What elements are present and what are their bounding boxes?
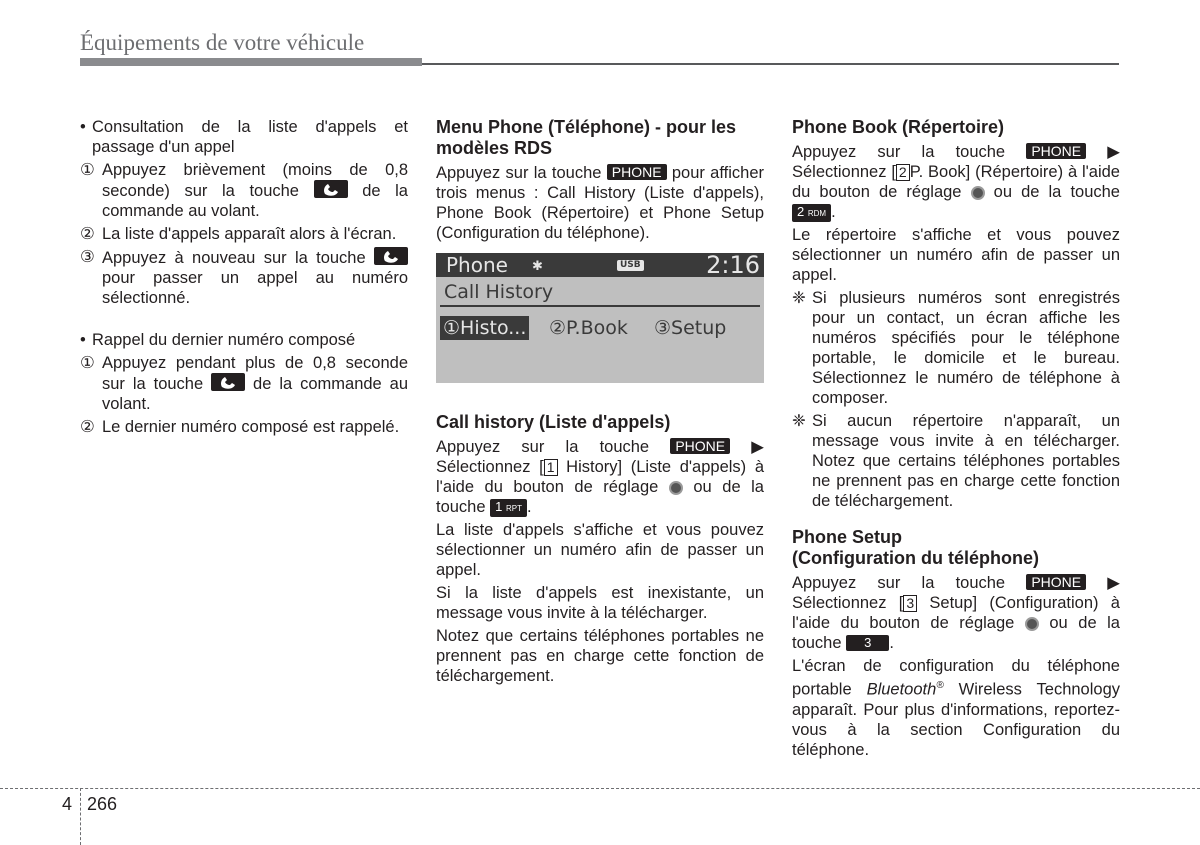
phone-key-label: PHONE bbox=[670, 438, 730, 454]
menu-number-box: 1 bbox=[544, 459, 558, 476]
bullet-redial: • Rappel du dernier numéro composé bbox=[80, 331, 356, 349]
phone-call-button-icon bbox=[374, 247, 408, 265]
tune-knob-icon bbox=[669, 481, 683, 495]
column-1 bbox=[80, 117, 408, 437]
phone-key-label: PHONE bbox=[607, 164, 667, 180]
column-3 bbox=[792, 117, 1120, 760]
preset-key-3: 3 bbox=[846, 635, 889, 651]
section-heading-phone-book: Phone Book (Répertoire) bbox=[792, 117, 1005, 137]
phone-screen-illustration bbox=[436, 253, 764, 383]
phone-call-button-icon bbox=[211, 373, 245, 391]
chapter-number: 4 bbox=[62, 794, 73, 814]
bullet-call-list: • Consultation de la liste d'appels et passage d'un appel bbox=[80, 118, 408, 156]
screen-menu-history: ①Histo... bbox=[440, 316, 529, 340]
step-1: ① Appuyez brièvement (moins de 0,8 seconde) sur la touche de la commande au volant. bbox=[80, 161, 408, 220]
screen-menu-pbook: ②P.Book bbox=[549, 317, 628, 339]
step-redial-2: ② Le dernier numéro composé est rappelé. bbox=[80, 418, 400, 436]
section-heading-call-history: Call history (Liste d'appels) bbox=[436, 412, 671, 432]
paragraph: La liste d'appels s'affiche et vous pouvez sélectionner un numéro afin de passer un appel. bbox=[436, 521, 764, 579]
phone-key-label: PHONE bbox=[1026, 143, 1086, 159]
footer-rule bbox=[0, 788, 1200, 789]
header-bar bbox=[80, 58, 422, 66]
screen-menu-setup: ③Setup bbox=[654, 317, 727, 339]
page-number: 266 bbox=[87, 794, 118, 814]
section-heading-phone-setup: Phone Setup (Configuration du téléphone) bbox=[792, 527, 1039, 568]
footer-divider bbox=[80, 788, 81, 845]
screen-subtitle: Call History bbox=[444, 281, 554, 303]
phone-call-button-icon bbox=[314, 180, 348, 198]
phone-key-label: PHONE bbox=[1026, 574, 1086, 590]
note-1: ❈ Si plusieurs numéros sont enregistrés pour un contact, un écran affiche les numéros spécifiés pour le téléphone portable, le domicile et le bureau. Sélectionnez le numéro de téléphone à composer. bbox=[792, 289, 1120, 407]
page-header-title: Équipements de votre véhicule bbox=[80, 30, 365, 55]
note-2: ❈ Si aucun répertoire n'apparaît, un message vous invite à en télécharger. Notez que certains téléphones portables ne prennent pas en charge cette fonction de téléchargement. bbox=[792, 412, 1120, 510]
paragraph: Si la liste d'appels est inexistante, un message vous invite à la télécharger. bbox=[436, 584, 764, 622]
step-3: ③ Appuyez à nouveau sur la touche pour passer un appel au numéro sélectionné. bbox=[80, 248, 408, 307]
step-redial-1: ① Appuyez pendant plus de 0,8 seconde sur la touche de la commande au volant. bbox=[80, 354, 409, 413]
preset-key-1: 1 RPT bbox=[490, 499, 527, 517]
paragraph: Appuyez sur la touche PHONE ▶ Sélectionnez [ 1 History] (Liste d'appels) à l'aide du bouton de réglage ou de la touche 1 RPT . bbox=[436, 438, 764, 516]
bluetooth-icon: ✱ bbox=[532, 259, 543, 274]
preset-key-2: 2 RDM bbox=[792, 204, 831, 222]
paragraph: Notez que certains téléphones portables ne prennent pas en charge cette fonction de téléchargement. bbox=[436, 627, 764, 685]
paragraph: Appuyez sur la touche PHONE ▶ Sélectionnez [ 2 P. Book] (Répertoire) à l'aide du bouton de réglage ou de la touche 2 RDM . bbox=[792, 143, 1120, 221]
paragraph: Le répertoire s'affiche et vous pouvez sélectionner un numéro afin de passer un appel. bbox=[792, 226, 1120, 284]
section-heading-phone-menu: Menu Phone (Téléphone) - pour les modèles RDS bbox=[436, 117, 737, 158]
paragraph: L'écran de configuration du téléphone portable Bluetooth® Wireless Technology apparaît. Pour plus d'informations, reportez-vous à la section Configuration du téléphone. bbox=[792, 657, 1120, 759]
menu-number-box: 2 bbox=[896, 164, 910, 181]
menu-number-box: 3 bbox=[903, 595, 917, 612]
step-2: ② La liste d'appels apparaît alors à l'écran. bbox=[80, 225, 397, 243]
header-rule bbox=[422, 63, 1119, 65]
tune-knob-icon bbox=[1025, 617, 1039, 631]
paragraph: Appuyez sur la touche PHONE ▶ Sélectionnez [ 3 Setup] (Configuration) à l'aide du bouton de réglage ou de la touche 3 . bbox=[792, 574, 1120, 652]
paragraph: Appuyez sur la touche PHONE pour afficher trois menus : Call History (Liste d'appels), Phone Book (Répertoire) et Phone Setup (Configuration du téléphone). bbox=[436, 164, 764, 242]
screen-title: Phone bbox=[446, 253, 508, 277]
screen-clock: 2:16 bbox=[706, 251, 760, 279]
tune-knob-icon bbox=[971, 186, 985, 200]
column-2 bbox=[436, 117, 764, 686]
usb-badge: USB bbox=[617, 260, 644, 271]
